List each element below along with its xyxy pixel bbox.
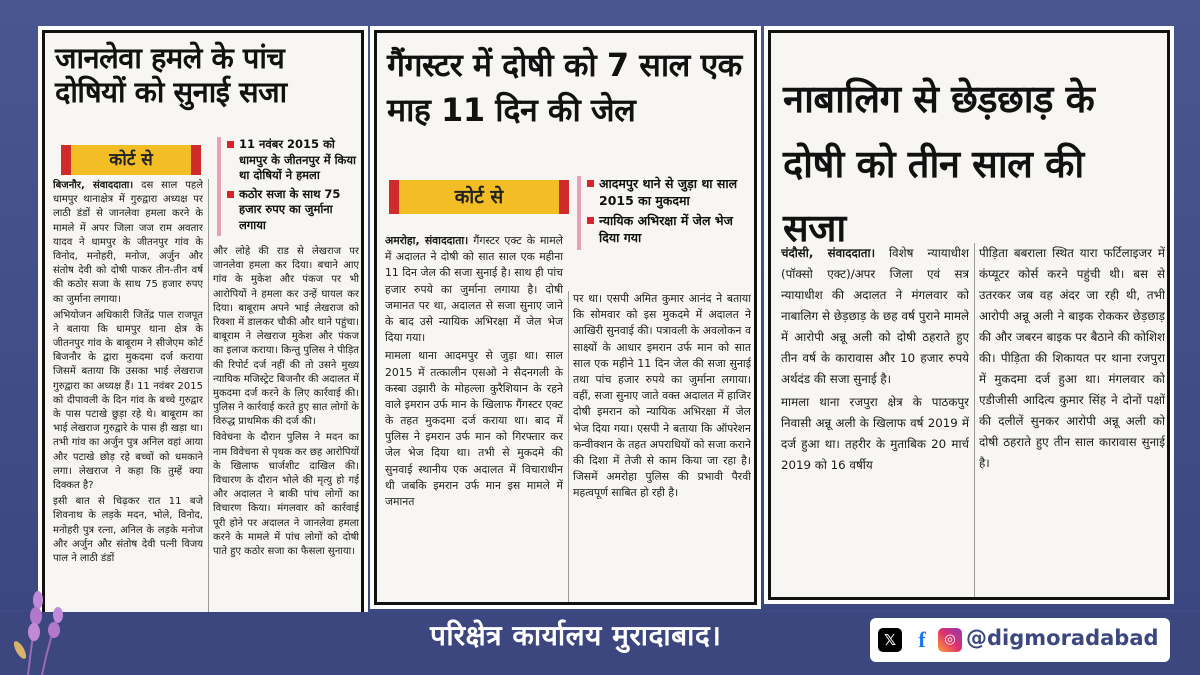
paragraph: पीड़िता बबराला स्थित यारा फर्टिलाइजर में कंप्यूटर कोर्स करने पहुंची थी। बस से उतरकर जब वह अंदर जा रही थी, तभी आरोपी अन्नू अली ने बाइक रोककर छेड़छाड़ की और जबरन बाइक पर बैठाने की कोशिश की। पीड़िता की शिकायत पर थाना रजपुरा में मुकदमा दर्ज हुआ था। मंगलवार को एडीजीसी आदित्य कुमार सिंह ने दोनों पक्षों की दलीलें सुनकर आरोपी अन्नू अली को दोषी ठहराते हुए तीन साल कारावास सुनाई है। (979, 246, 1165, 470)
clipping-headline: नाबालिग से छेड़छाड़ के दोषी को तीन साल की सजा (783, 77, 1095, 251)
paragraph: अभियोजन अधिकारी जितेंद्र पाल राजपूत ने बताया कि धामपुर थाना क्षेत्र के जीतनपुर गांव के बाबूराम ने सीजेएम कोर्ट बिजनौर के द्वारा मुकदमा दर्ज कराया जिसमें बताया कि उसका भाई लेखराज गुरुद्वारा का अध्यक्ष हैं। 11 नवंबर 2015 को दीपावली के दिन गांव के बच्चे गुरुद्वार के पास पटाखे छुड़ा रहे थे। बाबूराम का भाई लेखराज गुरुद्वारे के पास ही खड़ा था। तभी गांव का अर्जुन पुत्र अनिल वहां आया और पटाखे छोड़ रहे बच्चों को धमकाने लगा। लेखराज ने कहा कि तुम्हें क्या दिक्कत है? (53, 309, 203, 491)
dateline: चंदौसी, संवाददाता। (781, 246, 876, 260)
dateline: अमरोहा, संवाददाता। (385, 234, 469, 247)
article-column-1 (53, 179, 203, 619)
news-clipping-2 (374, 30, 757, 605)
column-divider (208, 179, 209, 619)
paragraph: और लोहे की राड से लेखराज पर जानलेवा हमला कर दिया। बचाने आए गांव के मुकेश और पंकज पर भी आरोपियों ने हमला कर उन्हें घायल कर दिया। बाबूराम अपने भाई लेखराज को रिक्शा में डालकर चौकी और थाने पहुंचा। बाबूराम ने लेखराज मुकेश और पंकज का इलाज कराया। किन्तु पुलिस ने पीड़ित की रिपोर्ट दर्ज नहीं की तो उसने मुख्य न्यायिक मजिस्ट्रेट बिजनौर की अदालत में मुकदमा दर्ज करने के लिए कार्रवाई की। पुलिस ने कार्रवाई करते हुए सात लोगों के विरुद्ध प्राथमिक की दर्ज की। (213, 246, 359, 428)
column-divider (568, 291, 569, 603)
paragraph: मामला थाना आदमपुर से जुड़ा था। साल 2015 में तत्कालीन एसओ ने सैदनगली के कस्बा उझारी के मोहल्ला कुरैशियान के रहने वाले इमरान उर्फ मान के खिलाफ गैंगस्टर एक्ट के तहत मुकदमा दर्ज कराया था। बाद में पुलिस ने इमरान उर्फ मान को गिरफ्तार कर जेल भेज दिया था। तभी से मुकदमे की सुनवाई स्थानीय एक अदालत में विचाराधीन थी जबकि इमरान उर्फ मान इस मामले में जमानत (385, 349, 563, 508)
article-column-2 (979, 243, 1165, 598)
bullet-item: आदमपुर थाने से जुड़ा था साल 2015 का मुकदमा (587, 176, 747, 210)
paragraph: पर था। एसपी अमित कुमार आनंद ने बताया कि सोमवार को इस मुकदमे में अदालत ने आखिरी सुनवाई की। पत्रावली के अवलोकन व साक्ष्यों के आधार इमरान उर्फ मान को सात साल एक महीने 11 दिन जेल की सजा सुनाई तथा पांच हजार रुपये का जुर्माना लगाया। वहीं, सजा सुनाए जाते वक्त अदालत में हाजिर दोषी इमरान को न्यायिक अभिरक्षा में जेल भेज दिया गया। एसपी ने बताया कि ऑपरेशन कन्वीक्शन के तहत अपराधियों को सजा कराने की दिशा में तेजी से काम किया जा रहा है। जिसमें अमरोहा पुलिस की प्रभावी पैरवी महत्वपूर्ण साबित हो रही है। (573, 292, 751, 500)
lavender-flower-decoration (8, 560, 78, 675)
paragraph: विवेचना के दौरान पुलिस ने मदन का नाम विवेचना से पृथक कर छह आरोपियों के खिलाफ चार्जशीट दाखिल की। विचारण के दौरान भोले की मृत्यु हो गई और अदालत ने बाकी पांच लोगों का विचारण किया। मंगलवार को कार्रवाई पूरी होने पर अदालत ने जानलेवा हमला करने के मामले में पांच लोगों को दोषी पाते हुए कठोर सजा का फैसला सुनाया। (213, 432, 359, 557)
social-handle[interactable]: @digmoradabad (966, 626, 1159, 650)
facebook-icon[interactable]: f (910, 628, 934, 652)
highlight-bullets (577, 176, 747, 250)
bullet-item: न्यायिक अभिरक्षा में जेल भेज दिया गया (587, 213, 747, 247)
dateline: बिजनौर, संवाददाता। (53, 180, 134, 191)
x-twitter-icon[interactable]: 𝕏 (878, 628, 902, 652)
bullet-item: कठोर सजा के साथ 75 हजार रुपए का जुर्माना लगाया (227, 187, 357, 234)
news-clipping-1 (42, 30, 364, 620)
clipping-headline: जानलेवा हमले के पांच दोषियों को सुनाई सजा (55, 41, 287, 110)
court-badge: कोर्ट से (61, 145, 201, 175)
article-column-1 (385, 233, 563, 603)
article-column-2 (573, 291, 751, 603)
paragraph: मामला थाना रजपुरा क्षेत्र के पाठकपुर निवासी अन्नू अली के खिलाफ वर्ष 2019 में दर्ज हुआ था। तहरीर के मुताबिक 20 मार्च 2019 को 16 वर्षीय (781, 394, 969, 472)
article-column-1 (781, 243, 969, 598)
article-column-2 (213, 245, 359, 619)
highlight-bullets (217, 137, 357, 236)
paragraph: गैंगस्टर एक्ट के मामले में अदालत ने दोषी को सात साल एक महीना 11 दिन जेल की सजा सुनाई है। साथ ही पांच हजार रुपये का जुर्माना लगाया है। दोषी जमानत पर था, अदालत से सजा सुनाए जाने के बाद उसे न्यायिक अभिरक्षा में जेल भेज दिया गया। (385, 234, 563, 345)
office-title: परिक्षेत्र कार्यालय मुरादाबाद। (430, 619, 722, 652)
instagram-icon[interactable]: ◎ (938, 628, 962, 652)
paragraph: विशेष न्यायाधीश (पॉक्सो एक्ट)/अपर जिला एवं सत्र न्यायाधीश की अदालत ने मंगलवार को नाबालिग से छेड़छाड़ के छह वर्ष पुराने मामले में आरोपी अन्नू अली को दोषी ठहराते हुए तीन वर्ष के कारावास और 10 हजार रुपये अर्थदंड की सजा सुनाई है। (781, 246, 969, 386)
column-divider (974, 243, 975, 598)
clipping-headline: गैंगस्टर में दोषी को 7 साल एक माह 11 दिन की जेल (387, 46, 742, 129)
bullet-item: 11 नवंबर 2015 को धामपुर के जीतनपुर में किया था दोषियों ने हमला (227, 137, 357, 184)
paragraph: इसी बात से चिढ़कर रात 11 बजे शिवनाथ के लड़के मदन, भोले, विनोद, मनोहरी पुत्र रत्ना, अनिल के लड़के मनोज और अर्जुन और संतोष देवी पत्नी विजय पाल ने लाठी डंडों (53, 496, 203, 564)
news-clipping-3 (768, 30, 1170, 600)
paragraph: दस साल पहले धामपुर थानाक्षेत्र में गुरुद्वारा अध्यक्ष पर लाठी डंडों से जानलेवा हमला करने के मामले में अपर जिला जज राम अवतार यादव ने धामपुर के जीतनपुर गांव के विनोद, मनोहरी, मनोज, अर्जुन और संतोष देवी को दोषी पाकर तीन-तीन वर्ष की कठोर सजा के साथ 75 हजार रुपए का जुर्माना लगाया। (53, 180, 203, 305)
court-badge: कोर्ट से (389, 180, 569, 214)
